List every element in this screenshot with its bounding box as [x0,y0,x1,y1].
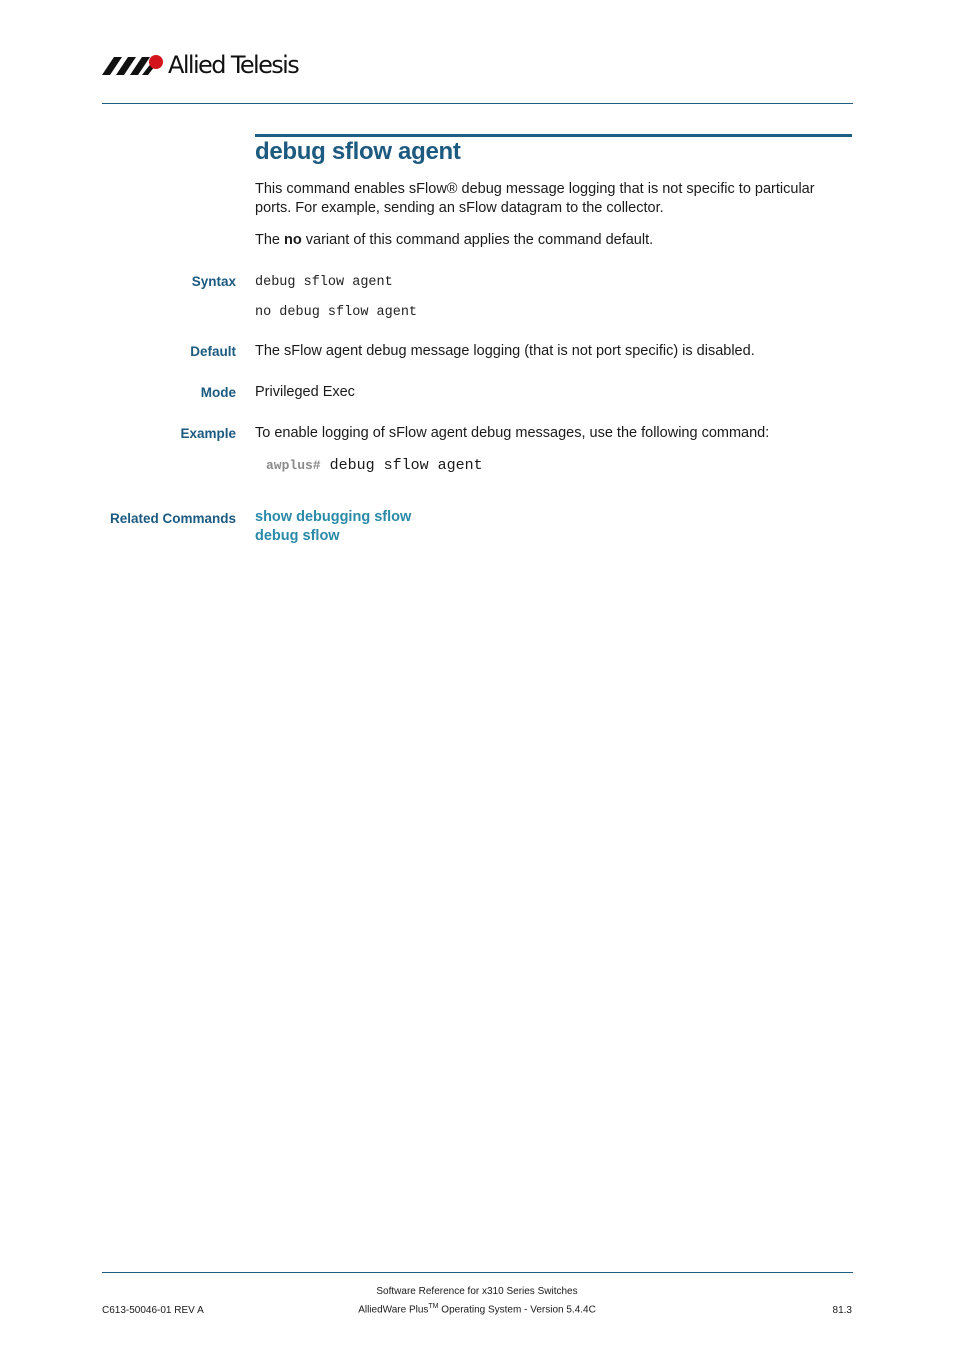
no-variant-paragraph: The no variant of this command applies the command default. [255,232,654,248]
cli-prompt: awplus# [266,458,321,473]
logo-mark-icon [102,54,164,76]
footer-page-number: 81.3 [832,1305,852,1316]
example-text: To enable logging of sFlow agent debug messages, use the following command: [255,425,770,441]
mode-text: Privileged Exec [255,384,355,400]
related-commands-label: Related Commands [109,511,236,526]
mode-label: Mode [200,385,236,400]
footer-doc-id: C613-50046-01 REV A [102,1305,204,1316]
footer-rule [102,1272,853,1273]
description-paragraph: This command enables sFlow® debug message logging that is not specific to particular ports. For example, sending an sFlow datagram to the collector. [255,181,815,216]
link-show-debugging-sflow[interactable]: show debugging sflow [255,509,412,525]
header-rule [102,103,853,104]
example-command [266,457,483,474]
default-label: Default [190,344,236,359]
syntax-line-2: no debug sflow agent [255,305,418,320]
footer-line-1: Software Reference for x310 Series Switches [376,1286,578,1297]
syntax-label: Syntax [191,274,236,289]
brand-name: Allied Telesis [168,51,299,79]
syntax-line-1: debug sflow agent [255,275,393,290]
link-debug-sflow[interactable]: debug sflow [255,528,340,544]
cli-command: debug sflow agent [329,457,483,474]
example-label: Example [180,426,236,441]
title-bar [255,134,852,137]
footer-line-2: AlliedWare Plus™ Operating System - Version 5.4.4C [358,1303,596,1316]
default-text: The sFlow agent debug message logging (that is not port specific) is disabled. [255,343,755,359]
allied-telesis-logo [102,50,298,80]
page-title: debug sflow agent [255,138,461,165]
